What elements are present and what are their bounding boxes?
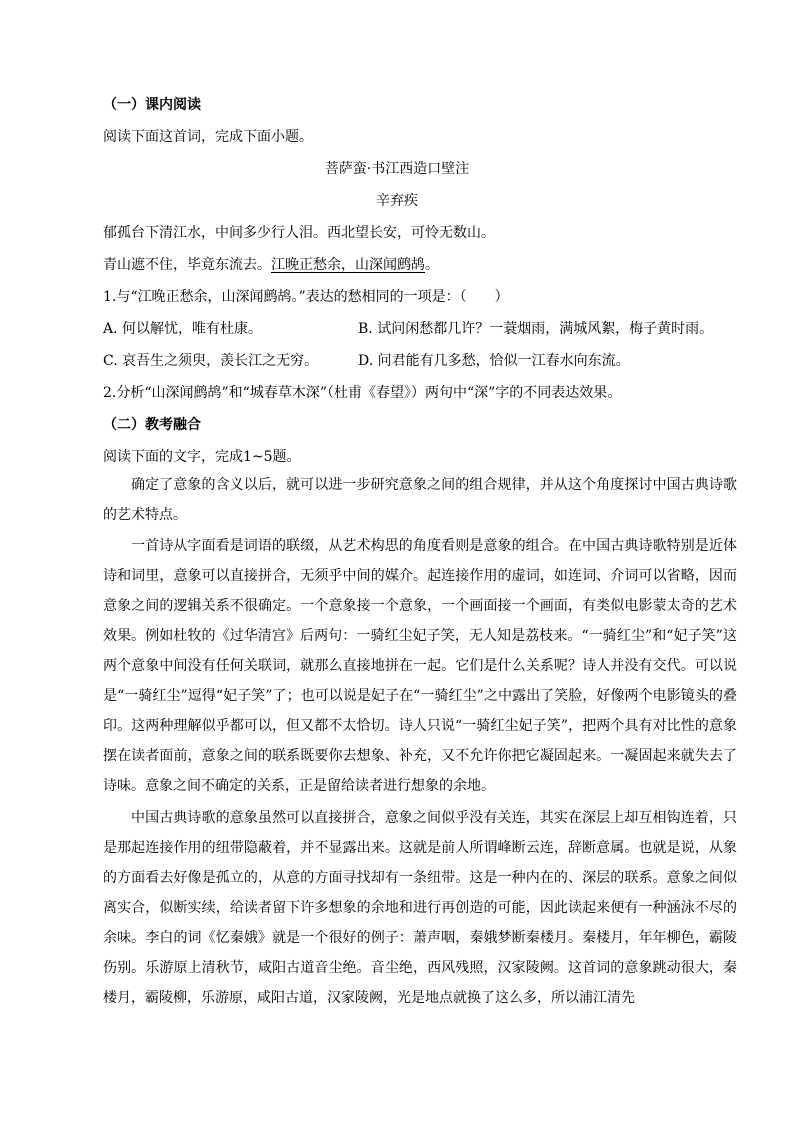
section2-heading: （二）教考融合	[103, 417, 201, 433]
poem-line-1: 郁孤台下清江水，中间多少行人泪。西北望长安，可怜无数山。	[103, 225, 495, 241]
article-paragraph-2-block	[103, 531, 737, 801]
article-paragraph-1: 确定了意象的含义以后，就可以进一步研究意象之间的组合规律，并从这个角度探讨中国古典诗歌的艺术特点。	[103, 477, 737, 523]
section1-instruction: 阅读下面这首词，完成下面小题。	[103, 129, 313, 145]
question-2: 2.分析“山深闻鹧鸪”和“城春草木深”（杜甫《春望》）两句中“深”字的不同表达效果。	[103, 385, 622, 401]
article-paragraph-3-block	[103, 803, 737, 1043]
article-paragraph-3: 中国古典诗歌的意象虽然可以直接拼合，意象之间似乎没有关连，其实在深层上却互相钩连着，只是那起连接作用的纽带隐蔽着，并不显露出来。这就是前人所谓峰断云连，辞断意属。也就是说，从象的方面看去好像是孤立的，从意的方面寻找却有一条纽带。这是一种内在的、深层的联系。意象之间似离实合，似断实续，给读者留下许多想象的余地和进行再创造的可能，因此读起来便有一种涵泳不尽的余味。李白的词《忆秦娥》就是一个很好的例子：萧声咽，秦娥梦断秦楼月。秦楼月，年年柳色，霸陵伤别。乐游原上清秋节，咸阳古道音尘绝。音尘绝，西风残照，汉家陵阙。这首词的意象跳动很大，秦楼月，霸陵柳，乐游原，咸阳古道，汉家陵阙，光是地点就换了这么多，所以浦江清先	[103, 810, 737, 1006]
section2-instruction: 阅读下面的文字，完成1~5题。	[103, 449, 301, 465]
option-a: A. 何以解忧，唯有杜康。	[103, 321, 263, 337]
poem-line-2-part-c: 。	[425, 257, 439, 273]
poem-line-2	[103, 255, 723, 275]
option-d: D. 问君能有几多愁，恰似一江春水向东流。	[358, 353, 630, 369]
poem-underlined-phrase: 江晚正愁余，山深闻鹧鸪	[271, 257, 425, 273]
poem-author: 辛弃疾	[376, 193, 418, 209]
poem-title: 菩萨蛮·书江西造口壁注	[324, 161, 470, 177]
poem-line-2-part-a: 青山遮不住，毕竟东流去。	[103, 257, 271, 273]
article-paragraph-2: 一首诗从字面看是词语的联缀，从艺术构思的角度看则是意象的组合。在中国古典诗歌特别是近体诗和词里，意象可以直接拼合，无须乎中间的媒介。起连接作用的虚词，如连词、介词可以省略，因而意象之间的逻辑关系不很确定。一个意象接一个意象，一个画面接一个画面，有类似电影蒙太奇的艺术效果。例如杜牧的《过华清宫》后两句：一骑红尘妃子笑，无人知是荔枝来。“一骑红尘”和“妃子笑”这两个意象中间没有任何关联词，就那么直接地拼在一起。它们是什么关系呢？诗人并没有交代。可以说是“一骑红尘”逗得“妃子笑”了；也可以说是妃子在“一骑红尘”之中露出了笑脸，好像两个电影镜头的叠印。这两种理解似乎都可以，但又都不太恰切。诗人只说“一骑红尘妃子笑”，把两个具有对比性的意象摆在读者面前，意象之间的联系既要你去想象、补充，又不允许你把它凝固起来。一凝固起来就失去了诗味。意象之间不确定的关系，正是留给读者进行想象的余地。	[103, 538, 737, 794]
article-paragraph-1-block	[103, 470, 737, 530]
question-1-stem: 1.与“江晚正愁余，山深闻鹧鸪。”表达的愁相同的一项是：（ ）	[103, 289, 509, 305]
option-b: B. 试问闲愁都几许？一蓑烟雨，满城风絮，梅子黄时雨。	[358, 321, 714, 337]
option-c: C. 哀吾生之须臾，羡长江之无穷。	[103, 353, 319, 369]
section1-heading: （一）课内阅读	[103, 97, 201, 113]
